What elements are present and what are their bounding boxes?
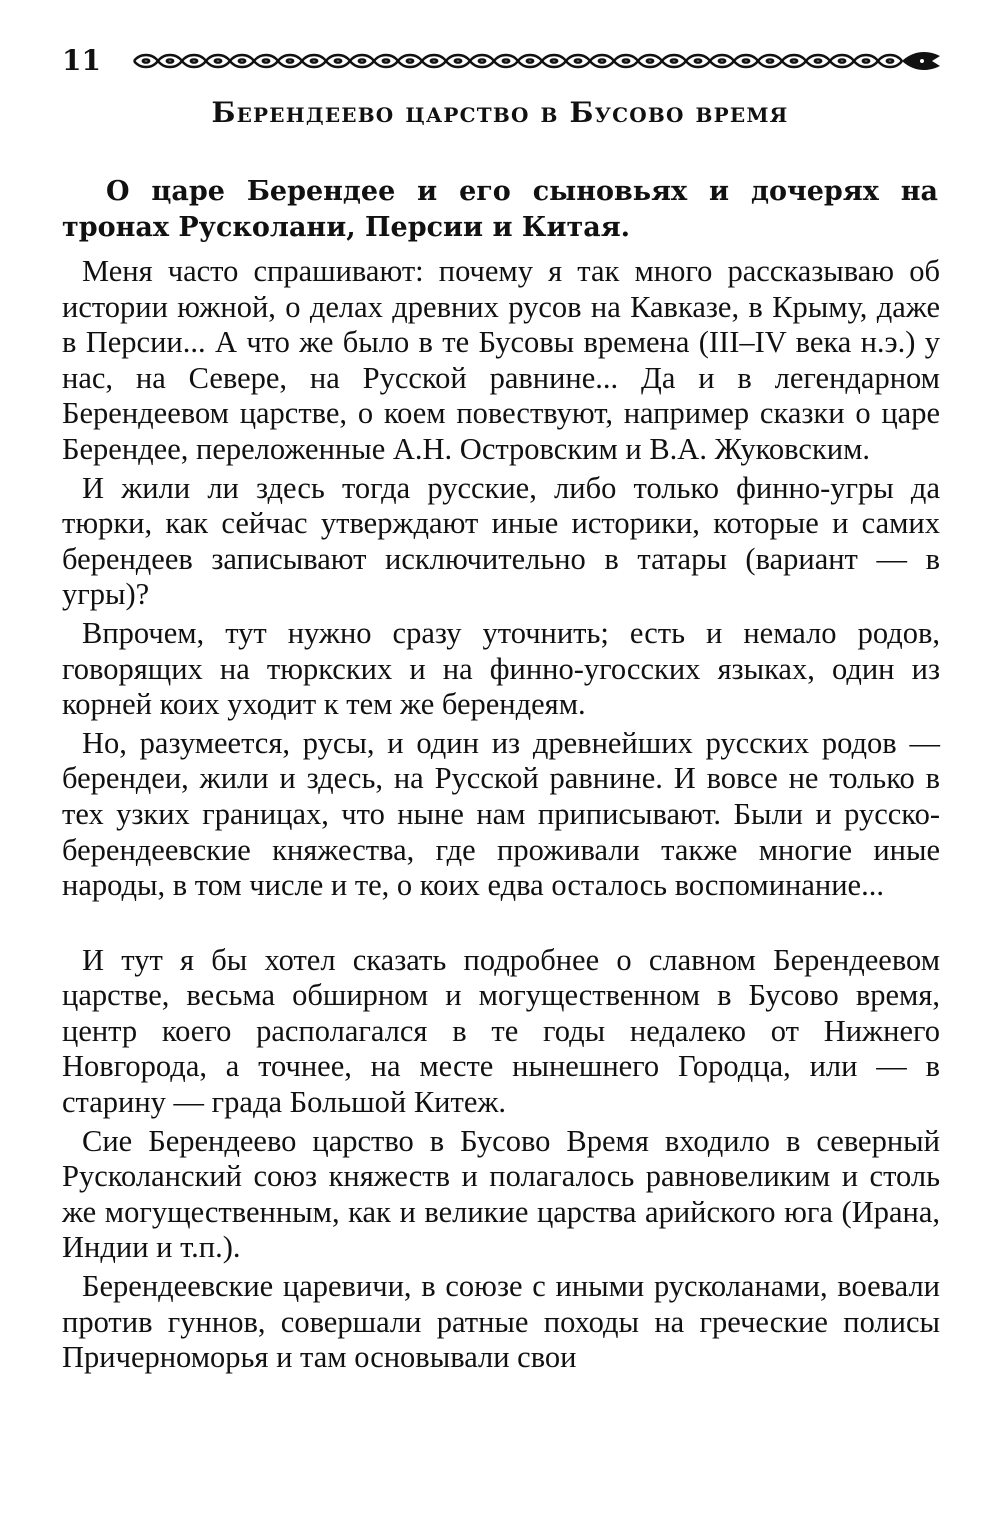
chapter-subtitle: О царе Берендее и его сыновьях и дочерях на тронах Русколани, Персии и Китая. [62, 176, 938, 243]
body-text [62, 254, 940, 1379]
braided-rope-ornament-icon [132, 48, 942, 74]
page-header [62, 40, 942, 84]
paragraph: Берендеевские царевичи, в союзе с иными русколанами, воевали против гуннов, совершали ратные походы на греческие полисы Причерноморья и там основывали свои [62, 1269, 940, 1375]
page-number: 11 [62, 44, 101, 77]
paragraph: Меня часто спрашивают: почему я так много рассказываю об истории южной, о делах древних русов на Кавказе, в Крыму, даже в Персии... А что же было в те Бусовы времена (III–IV века н.э.) у нас, на Севере, на Русской равнине... Да и в легендарном Берендеевом царстве, о коем повествуют, например сказки о царе Берендее, переложенные А.Н. Островским и В.А. Жуковским. [62, 254, 940, 466]
paragraph: И тут я бы хотел сказать подробнее о славном Берендеевом царстве, весьма обширном и могущественном в Бусово время, центр коего располагался в те годы недалеко от Нижнего Новгорода, а точнее, на месте нынешнего Городца, или — в старину — града Большой Китеж. [62, 942, 940, 1120]
paragraph: И жили ли здесь тогда русские, либо только финно-угры да тюрки, как сейчас утверждают иные историки, которые и самих берендеев записывают исключительно в татары (вариант — в угры)? [62, 470, 940, 612]
paragraph: Сие Берендеево царство в Бусово Время входило в северный Русколанский союз княжеств и полагалось равновеликим и столь же могущественным, как и великие царства арийского юга (Ирана, Индии и т.п.). [62, 1123, 940, 1265]
paragraph: Но, разумеется, русы, и один из древнейших русских родов — берендеи, жили и здесь, на Русской равнине. И вовсе не только в тех узких границах, что ныне нам приписывают. Были и русско-берендеевские княжества, где проживали также многие иные народы, в том числе и те, о коих едва осталось воспоминание... [62, 725, 940, 903]
paragraph: Впрочем, тут нужно сразу уточнить; есть и немало родов, говорящих на тюркских и на финно-угосских языках, один из корней коих уходит к тем же берендеям. [62, 615, 940, 722]
chapter-title: Берендеево царство в Бусово время [211, 96, 789, 129]
